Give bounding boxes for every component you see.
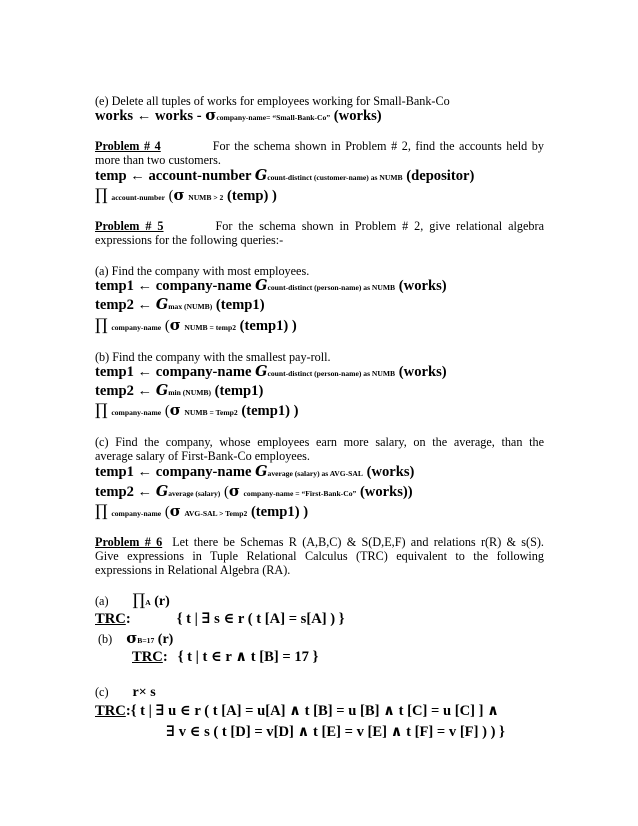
problem5-title: Problem # 5 xyxy=(95,219,164,233)
expr-subscript: min (NUMB) xyxy=(168,388,212,397)
sigma-symbol: σ xyxy=(126,629,138,647)
problem4-text1: For the schema shown in Problem # 2, find the accounts held by xyxy=(212,139,544,153)
expr-tail: (temp1) xyxy=(212,297,265,313)
expr-main: temp1 ← company-name xyxy=(95,364,256,380)
pi-symbol: ∏ xyxy=(132,590,146,609)
p6-a-trc: TRC: { t | ∃ s ∈ r ( t [A] = s[A] ) } xyxy=(95,611,345,627)
item-label: (b) xyxy=(98,632,113,646)
item-label: (c) xyxy=(95,685,109,699)
expr-tail: (depositor) xyxy=(402,168,475,184)
expr-subscript: count-distinct (person-name) as NUMB xyxy=(267,369,396,378)
problem6-line3: expressions in Relational Algebra (RA). xyxy=(95,563,291,577)
expr-tail: (works) xyxy=(395,278,447,294)
problem4-expr1 xyxy=(95,167,474,186)
part-b-expr3: ∏ company-name (σ NUMB = Temp2 (temp1) ) xyxy=(95,400,299,419)
problem4-title: Problem # 4 xyxy=(95,139,161,153)
problem4-expr2: ∏ account-number (σ NUMB > 2 (temp) ) xyxy=(95,185,277,204)
expr-subscript: B=17 xyxy=(137,636,155,645)
trc-expression: { t | t ∈ r ∧ t [B] = 17 } xyxy=(177,649,319,665)
pi-symbol: ∏ xyxy=(95,185,108,204)
sigma-symbol: σ xyxy=(228,482,240,500)
expr-tail: (temp1) ) xyxy=(250,504,309,520)
p6-a-expression xyxy=(95,590,170,610)
expr-tail: (works) xyxy=(395,364,447,380)
part-a-expr3: ∏ company-name (σ NUMB = temp2 (temp1) ) xyxy=(95,315,297,334)
g-aggregate-symbol: G xyxy=(155,296,169,313)
expr-subscript: average (salary) xyxy=(168,489,221,498)
expr-tail: (works)) xyxy=(356,484,413,500)
expr-subscript: company-name = “First-Bank-Co” xyxy=(243,489,357,498)
expr-subscript: company-name xyxy=(111,408,162,417)
g-aggregate-symbol: G xyxy=(255,363,268,380)
p6-c-expression xyxy=(95,685,156,700)
problem4-line2: more than two customers. xyxy=(95,153,221,167)
g-aggregate-symbol: G xyxy=(155,483,169,500)
g-aggregate-symbol: G xyxy=(255,277,268,294)
part-b-text: (b) Find the company with the smallest pay-roll. xyxy=(95,350,331,364)
part-c-expr1 xyxy=(95,463,414,482)
part-c-text1: (c) Find the company, whose employees earn more salary, on the average, than the xyxy=(95,435,544,449)
sigma-symbol: σ xyxy=(169,502,181,520)
expr-tail: (r) xyxy=(154,632,174,647)
expr-main: temp2 ← xyxy=(95,297,156,313)
expr-tail: (works) xyxy=(362,464,415,480)
problem6-line2: Give expressions in Tuple Relational Calculus (TRC) equivalent to the following xyxy=(95,549,544,563)
trc-label: TRC xyxy=(95,703,126,719)
expr-subscript: company-name xyxy=(111,509,162,518)
part-b-expr2 xyxy=(95,382,263,401)
expr-subscript: account-number xyxy=(111,193,165,202)
problem5-line1 xyxy=(95,219,544,233)
trc-label: TRC xyxy=(95,611,126,627)
sigma-symbol: σ xyxy=(205,106,217,124)
expr-tail: (temp1) xyxy=(211,383,264,399)
expr-subscript: company-name= “Small-Bank-Co” xyxy=(216,113,331,122)
expr-main: temp1 ← company-name xyxy=(95,278,256,294)
p6-b-expression xyxy=(98,631,173,648)
expr-subscript: AVG-SAL > Temp2 xyxy=(184,509,248,518)
p6-b-trc: TRC: { t | t ∈ r ∧ t [B] = 17 } xyxy=(132,649,319,665)
expr-subscript: NUMB = temp2 xyxy=(184,323,236,332)
expr-tail: (temp1) ) xyxy=(239,318,297,334)
p6-c-trc1: TRC:{ t | ∃ u ∈ r ( t [A] = u[A] ∧ t [B] = u [B] ∧ t [C] = u [C] ] ∧ xyxy=(95,703,499,719)
g-aggregate-symbol: G xyxy=(254,167,268,184)
expr-tail: (temp) ) xyxy=(227,188,277,204)
part-c-expr2: temp2 ← Gaverage (salary) (σ company-name = “First-Bank-Co” (works)) xyxy=(95,482,413,500)
expr-tail: (r) xyxy=(150,594,170,609)
expr-subscript: company-name xyxy=(111,323,162,332)
expr-subscript: NUMB > 2 xyxy=(188,193,224,202)
cross-product-expression: r× s xyxy=(132,685,156,700)
expr-subscript: A xyxy=(145,598,151,607)
item-label: (a) xyxy=(95,594,109,608)
expr-tail: (temp1) ) xyxy=(241,403,299,419)
expr-main: temp2 ← xyxy=(95,484,156,500)
sigma-symbol: σ xyxy=(173,186,185,204)
part-c-expr3: ∏ company-name (σ AVG-SAL > Temp2 (temp1) ) xyxy=(95,501,309,520)
part-e-expression xyxy=(95,107,382,126)
problem6-title: Problem # 6 xyxy=(95,535,163,549)
part-a-expr2 xyxy=(95,296,265,315)
g-aggregate-symbol: G xyxy=(155,382,169,399)
expr-subscript: average (salary) as AVG-SAL xyxy=(267,469,363,478)
p6-c-trc2: ∃ v ∈ s ( t [D] = v[D] ∧ t [E] = v [E] ∧ t [F] = v [F] ) ) } xyxy=(166,724,505,740)
sigma-symbol: σ xyxy=(169,316,181,334)
part-e-text: (e) Delete all tuples of works for employees working for Small-Bank-Co xyxy=(95,94,450,108)
expr-subscript: count-distinct (person-name) as NUMB xyxy=(267,283,396,292)
pi-symbol: ∏ xyxy=(95,501,108,520)
expr-subscript: NUMB = Temp2 xyxy=(184,408,238,417)
trc-label: TRC xyxy=(132,649,163,665)
expr-main: temp2 ← xyxy=(95,383,156,399)
expr-main: works ← works - xyxy=(95,108,206,124)
problem5-text1: For the schema shown in Problem # 2, give relational algebra xyxy=(215,219,544,233)
trc-expression: { t | ∃ s ∈ r ( t [A] = s[A] ) } xyxy=(176,611,345,627)
pi-symbol: ∏ xyxy=(95,400,108,419)
expr-main: temp1 ← company-name xyxy=(95,464,256,480)
problem5-line2: expressions for the following queries:- xyxy=(95,233,284,247)
part-c-text2: average salary of First-Bank-Co employees. xyxy=(95,449,310,463)
sigma-symbol: σ xyxy=(169,401,181,419)
expr-subscript: max (NUMB) xyxy=(168,302,213,311)
part-b-expr1 xyxy=(95,363,447,382)
expr-main: temp ← account-number xyxy=(95,168,255,184)
expr-subscript: count-distinct (customer-name) as NUMB xyxy=(267,173,403,182)
g-aggregate-symbol: G xyxy=(255,463,268,480)
expr-tail: (works) xyxy=(330,108,382,124)
problem6-text1: Let there be Schemas R (A,B,C) & S(D,E,F) and relations r(R) & s(S). xyxy=(172,535,544,549)
problem4-line1 xyxy=(95,139,544,153)
part-a-text: (a) Find the company with most employees. xyxy=(95,264,310,278)
pi-symbol: ∏ xyxy=(95,315,108,334)
trc-expression: { t | ∃ u ∈ r ( t [A] = u[A] ∧ t [B] = u [B] ∧ t [C] = u [C] ] ∧ xyxy=(130,703,499,719)
problem6-line1 xyxy=(95,535,544,549)
part-a-expr1 xyxy=(95,277,447,296)
